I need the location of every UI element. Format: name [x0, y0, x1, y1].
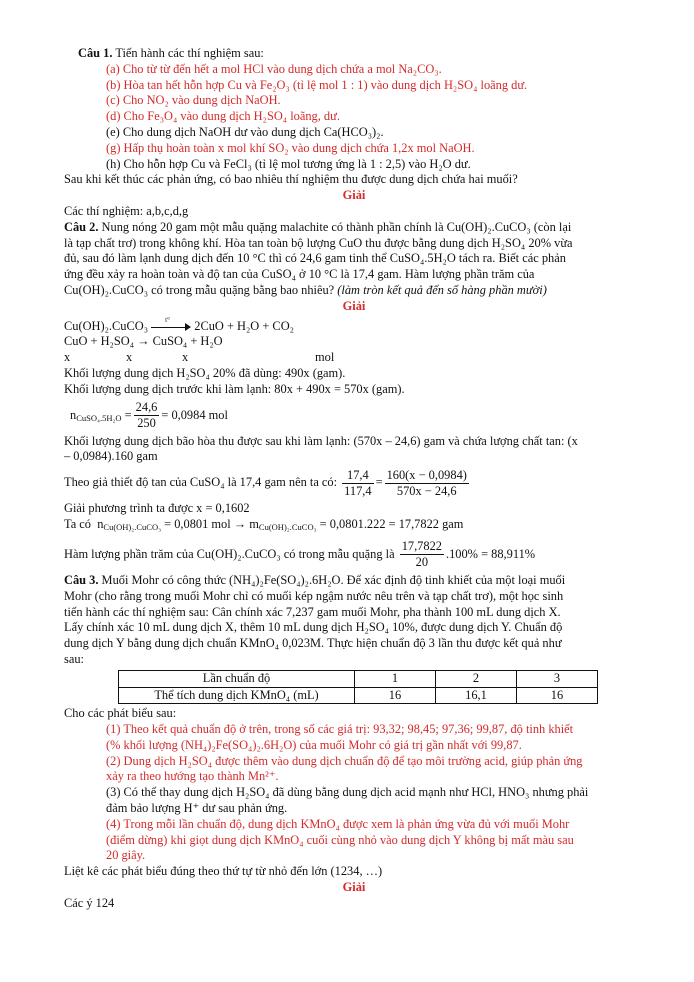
q2-mass-acid: Khối lượng dung dịch H₂SO₄ 20% đã dùng: 490x (gam). [64, 365, 346, 380]
q2-text-3: ứng đều xảy ra hoàn toàn và độ tan của CuSO₄ ở 10 °C là 17,4 gam. Hàm lượng phần trăm của [64, 267, 535, 282]
mol-x-2: x [126, 350, 133, 365]
q1-question: Sau khi kết thúc các phản ứng, có bao nhiêu thí nghiệm thu được dung dịch chứa hai muối? [64, 172, 518, 187]
n-fraction: $\frac{24,6}{250}$ [135, 400, 158, 431]
table-header-cell: 1 [355, 670, 436, 687]
q3-statement-line: xảy ra theo hướng tạo thành Mn²⁺. [106, 769, 279, 784]
table-header-cell: 3 [517, 670, 598, 687]
q1-experiment-item: (c) Cho NO₂ vào dung dịch NaOH. [106, 93, 281, 108]
q3-statement-line: đảm bảo lượng H⁺ dư sau phản ứng. [106, 801, 288, 816]
q2-text-0: Nung nóng 20 gam một mẫu quặng malachite có thành phần chính là Cu(OH)₂.CuCO₃ (còn lại [101, 219, 572, 234]
q3-text-2: tiến hành các thí nghiệm sau: Cân chính xác 7,237 gam muối Mohr, pha thành 100 mL dung dịch X. [64, 604, 561, 619]
q1-experiment-item: (b) Hòa tan hết hỗn hợp Cu và Fe₂O₃ (tỉ lệ mol 1 : 1) vào dung dịch H₂SO₄ loãng dư. [106, 77, 528, 92]
q1-solution-title: Giải [342, 188, 366, 203]
q2-eq2: CuO + H₂SO₄ → CuSO₄ + H₂O [64, 334, 223, 349]
heat-label: t° [165, 315, 170, 324]
heat-arrow-icon [151, 315, 191, 332]
solubility-fraction-left: $\frac{17,4}{117,4}$ [344, 467, 372, 498]
percent-text: Hàm lượng phần trăm của Cu(OH)₂.CuCO₃ có trong mẫu quặng là [64, 547, 395, 562]
q2-saturated: Khối lượng dung dịch bão hòa thu được sau khi làm lạnh: (570x – 24,6) gam và chứa lượng chất tan: (x [64, 433, 578, 448]
q3-line-0 [64, 573, 644, 589]
q1-experiment-list [64, 62, 644, 173]
q2-line-0 [64, 220, 644, 236]
table-header-row [119, 670, 598, 687]
q3-title: Câu 3. [64, 572, 99, 587]
q1-header [64, 46, 644, 62]
percent-result: .100% = 88,911% [445, 547, 536, 562]
n-symbol: $n_{CuSO_4.5H_2O}$ [70, 407, 122, 423]
q2-text-1: là tạp chất trơ) trong không khí. Hòa tan toàn bộ lượng CuO thu được bằng dung dịch H₂SO₄ 20% vừa [64, 235, 573, 250]
q3-text-1: Mohr (cho rằng trong muối Mohr chỉ có muối kép ngậm nước nêu trên và tạp chất trơ), một học sinh [64, 588, 564, 603]
q2-taco: Ta có $n_{Cu(OH)_2.CuCO_3} = 0,0801$ mol → $m_{Cu(OH)_2.CuCO_3} = 0,0801.222 = 17,7822$ gam [64, 516, 464, 532]
q2-mass-before: Khối lượng dung dịch trước khi làm lạnh: 80x + 490x = 570x (gam). [64, 381, 405, 396]
percent-fraction: $\frac{17,7822}{20}$ [401, 539, 442, 570]
solubility-text: Theo giả thiết độ tan của CuSO₄ là 17,4 gam nên ta có: [64, 475, 338, 490]
q3-statement-line: (% khối lượng (NH₄)₂Fe(SO₄)₂.6H₂O) của muối Mohr có giá trị gần nhất với 99,87. [106, 737, 522, 752]
q2-n-equation: $n_{CuSO_4.5H_2O}$ = $\frac{24,6}{250}$ = 0,0984 mol [70, 400, 228, 431]
q3-last-line: sau: [64, 651, 84, 666]
q3-list-instruction: Liệt kê các phát biểu đúng theo thứ tự từ nhỏ đến lớn (1234, …) [64, 864, 383, 879]
n-result: = 0,0984 mol [161, 407, 228, 422]
q3-text-0: Muối Mohr có công thức (NH₄)₂Fe(SO₄)₂.6H₂O. Để xác định độ tinh khiết của một loại muối [101, 572, 566, 587]
q1-experiment-item: (e) Cho dung dịch NaOH dư vào dung dịch Ca(HCO₃)₂. [106, 124, 384, 139]
q2-saturated-2: – 0,0984).160 gam [64, 449, 158, 464]
q3-statements-intro: Cho các phát biểu sau: [64, 706, 177, 721]
document-page [64, 46, 644, 912]
q2-eq1-right: 2CuO + H₂O + CO₂ [194, 318, 294, 333]
q3-answer: Các ý 124 [64, 895, 115, 910]
q2-last-line [64, 283, 644, 299]
q2-note: (làm tròn kết quả đến số hàng phần mười) [337, 282, 547, 297]
q3-statement-line: (3) Có thể thay dung dịch H₂SO₄ đã dùng bằng dung dịch acid mạnh như HCl, HNO₃ nhưng phải [106, 785, 589, 800]
mol-x-1: x [64, 350, 71, 365]
q2-eq1 [64, 315, 644, 335]
table-cell: 16 [517, 687, 598, 704]
q2-text-2: đủ, sau đó làm lạnh dung dịch đến 10 °C thì có 24,6 gam tinh thể CuSO₄.5H₂O tách ra. Biết các phản [64, 251, 566, 266]
q3-statement-line: 20 giây. [106, 848, 146, 863]
q2-solubility-equation: Theo giả thiết độ tan của CuSO₄ là 17,4 gam nên ta có: $\frac{17,4}{117,4}$ = $\frac{160(x - 0,0984)}{570x - 24,6}$ [64, 467, 467, 498]
mol-x-3: x [182, 350, 189, 365]
solubility-fraction-right: $\frac{160(x - 0,0984)}{570x - 24,6}$ [386, 467, 467, 498]
q1-experiment-item: (a) Cho từ từ đến hết a mol HCl vào dung dịch chứa a mol Na₂CO₃. [106, 61, 442, 76]
table-header-cell: 2 [436, 670, 517, 687]
q2-percent-equation [64, 537, 644, 573]
table-cell: Thể tích dung dịch KMnO₄ (mL) [119, 687, 355, 704]
q1-answer: Các thí nghiệm: a,b,c,d,g [64, 203, 189, 218]
table-cell: 16,1 [436, 687, 517, 704]
mol-unit: mol [315, 350, 335, 365]
q2-solve: Giải phương trình ta được x = 0,1602 [64, 501, 250, 516]
q3-statement-line: (2) Dung dịch H₂SO₄ được thêm vào dung dịch chuẩn độ để tạo môi trường acid, giúp phản ứng [106, 753, 583, 768]
q2-last-text: Cu(OH)₂.CuCO₃ có trong mẫu quặng bằng bao nhiêu? [64, 282, 335, 297]
q2-mol-row [64, 350, 644, 366]
q3-statement-line: (điểm dừng) khi giọt dung dịch KMnO₄ cuối cùng nhỏ vào dung dịch Y không bị mất màu sau [106, 832, 574, 847]
q1-intro: Tiến hành các thí nghiệm sau: [115, 46, 264, 60]
q3-statement-line: (4) Trong mỗi lần chuẩn độ, dung dịch KMnO₄ được xem là phản ứng vừa đủ với muối Mohr [106, 816, 570, 831]
q3-statement-list [64, 722, 644, 864]
q3-solution-title: Giải [342, 880, 366, 895]
q1-title: Câu 1. [78, 46, 113, 60]
q1-experiment-item: (h) Cho hỗn hợp Cu và FeCl₃ (tỉ lệ mol tương ứng là 1 : 2,5) vào H₂O dư. [106, 156, 471, 171]
q1-experiment-item: (g) Hấp thụ hoàn toàn x mol khí SO₂ vào dung dịch chứa 1,2x mol NaOH. [106, 140, 475, 155]
table-cell: 16 [355, 687, 436, 704]
q2-title: Câu 2. [64, 219, 99, 234]
q2-solution-title: Giải [342, 298, 366, 313]
table-header-cell: Lần chuẩn độ [119, 670, 355, 687]
table-row [119, 687, 598, 704]
q2-eq1-left: Cu(OH)₂.CuCO₃ [64, 318, 149, 333]
q3-text-3: Lấy chính xác 10 mL dung dịch X, thêm 10 mL dung dịch H₂SO₄ 10%, được dung dịch Y. Chuẩn độ [64, 620, 563, 635]
titration-table [118, 670, 598, 705]
q3-statement-line: (1) Theo kết quả chuẩn độ ở trên, trong số các giá trị: 93,32; 98,45; 97,36; 99,87, độ tinh khiết [106, 722, 574, 737]
q3-text-4: dung dịch Y bằng dung dịch chuẩn KMnO₄ 0,023M. Thực hiện chuẩn độ 3 lần thu được kết quả như [64, 636, 562, 651]
q1-experiment-item: (d) Cho Fe₃O₄ vào dung dịch H₂SO₄ loãng, dư. [106, 109, 340, 124]
